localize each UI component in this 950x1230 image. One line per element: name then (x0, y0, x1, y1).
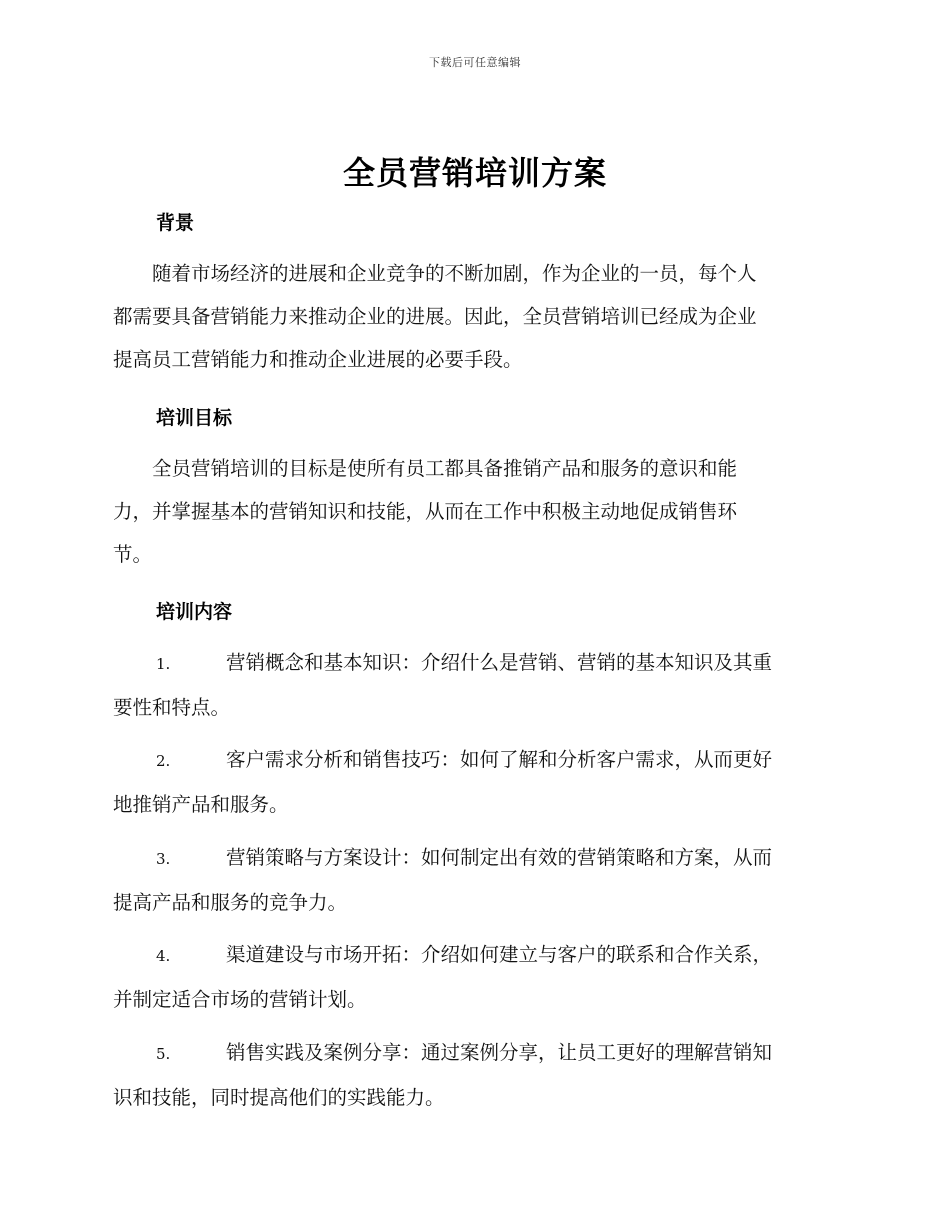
document-title: 全员营销培训方案 (342, 154, 607, 192)
paragraph-line: 随着市场经济的进展和企业竞争的不断加剧，作为企业的一员，每个人 (113, 262, 757, 285)
list-item-text: 销售实践及案例分享：通过案例分享，让员工更好的理解营销知 (226, 1041, 773, 1064)
list-item-number: 2. (156, 752, 171, 770)
paragraph-line: 都需要具备营销能力来推动企业的进展。因此，全员营销培训已经成为企业 (113, 305, 757, 328)
section-heading-goals: 培训目标 (156, 407, 233, 429)
list-item-text-continued: 识和技能，同时提高他们的实践能力。 (113, 1086, 445, 1109)
list-item-text-continued: 地推销产品和服务。 (113, 793, 289, 816)
list-item-text-continued: 提高产品和服务的竞争力。 (113, 891, 348, 914)
list-item-number: 5. (156, 1045, 171, 1063)
section-heading-content: 培训内容 (156, 601, 233, 623)
section-paragraph-goals (113, 447, 831, 576)
paragraph-line: 全员营销培训的目标是使所有员工都具备推销产品和服务的意识和能 (113, 457, 738, 480)
list-item-text: 渠道建设与市场开拓：介绍如何建立与客户的联系和合作关系， (226, 943, 773, 966)
list-item (113, 836, 831, 924)
section-paragraph-background (113, 252, 831, 381)
list-item-text: 营销概念和基本知识：介绍什么是营销、营销的基本知识及其重 (226, 651, 773, 674)
list-item (113, 1031, 831, 1119)
list-item-text-continued: 并制定适合市场的营销计划。 (113, 988, 367, 1011)
paragraph-line: 力，并掌握基本的营销知识和技能，从而在工作中积极主动地促成销售环 (113, 500, 738, 523)
list-item (113, 933, 831, 1021)
list-item-text-continued: 要性和特点。 (113, 696, 231, 719)
list-item-text: 营销策略与方案设计：如何制定出有效的营销策略和方案，从而 (226, 846, 773, 869)
list-item (113, 738, 831, 826)
list-item (113, 641, 831, 729)
paragraph-line: 提高员工营销能力和推动企业进展的必要手段。 (113, 348, 523, 371)
list-item-number: 3. (156, 850, 171, 868)
paragraph-line: 节。 (113, 543, 153, 566)
list-item-text: 客户需求分析和销售技巧：如何了解和分析客户需求，从而更好 (226, 748, 773, 771)
page-header: 下载后可任意编辑 (429, 56, 521, 69)
list-item-number: 1. (156, 655, 171, 673)
section-heading-background: 背景 (156, 212, 195, 234)
list-item-number: 4. (156, 947, 171, 965)
